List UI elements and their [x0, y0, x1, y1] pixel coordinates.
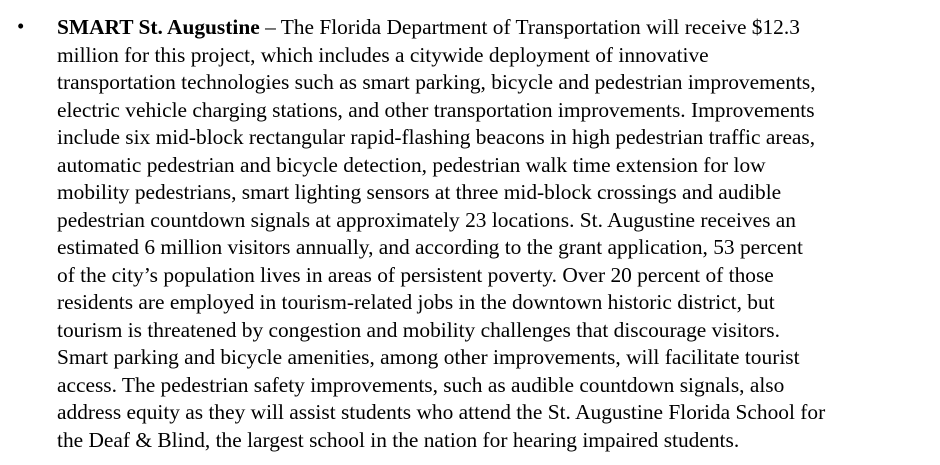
paragraph-line-13: Smart parking and bicycle amenities, among other improvements, will facilitate tourist: [57, 345, 800, 369]
paragraph-line-8: pedestrian countdown signals at approximately 23 locations. St. Augustine receives an: [57, 207, 796, 232]
paragraph-line-5: include six mid-block rectangular rapid-flashing beacons in high pedestrian traffic areas,: [57, 125, 816, 149]
paragraph-line-9: estimated 6 million visitors annually, and according to the grant application, 53 percent: [57, 235, 803, 259]
paragraph-line-11: residents are employed in tourism-related jobs in the downtown historic district, but: [57, 290, 775, 314]
paragraph-line-15: address equity as they will assist students who attend the St. Augustine Florida School for: [57, 400, 826, 424]
paragraph-line-3: transportation technologies such as smart parking, bicycle and pedestrian improvements,: [57, 70, 816, 94]
paragraph-line-1: [57, 14, 937, 42]
project-heading: SMART St. Augustine: [57, 15, 260, 39]
paragraph-line-7: mobility pedestrians, smart lighting sensors at three mid-block crossings and audible: [57, 180, 782, 204]
paragraph-line-10: of the city’s population lives in areas of persistent poverty. Over 20 percent of those: [57, 262, 774, 287]
paragraph-line-4: electric vehicle charging stations, and other transportation improvements. Improvements: [57, 97, 815, 122]
paragraph-line-14: access. The pedestrian safety improvements, such as audible countdown signals, also: [57, 372, 785, 397]
bullet-paragraph: [57, 14, 937, 454]
paragraph-line-1-text: – The Florida Department of Transportation will receive $12.3: [259, 15, 800, 39]
paragraph-line-6: automatic pedestrian and bicycle detection, pedestrian walk time extension for low: [57, 152, 766, 177]
paragraph-line-2: million for this project, which includes a citywide deployment of innovative: [57, 42, 709, 67]
paragraph-line-16: the Deaf & Blind, the largest school in the nation for hearing impaired students.: [57, 427, 740, 452]
paragraph-line-12: tourism is threatened by congestion and mobility challenges that discourage visitors.: [57, 317, 780, 342]
bullet-marker: •: [17, 14, 25, 38]
